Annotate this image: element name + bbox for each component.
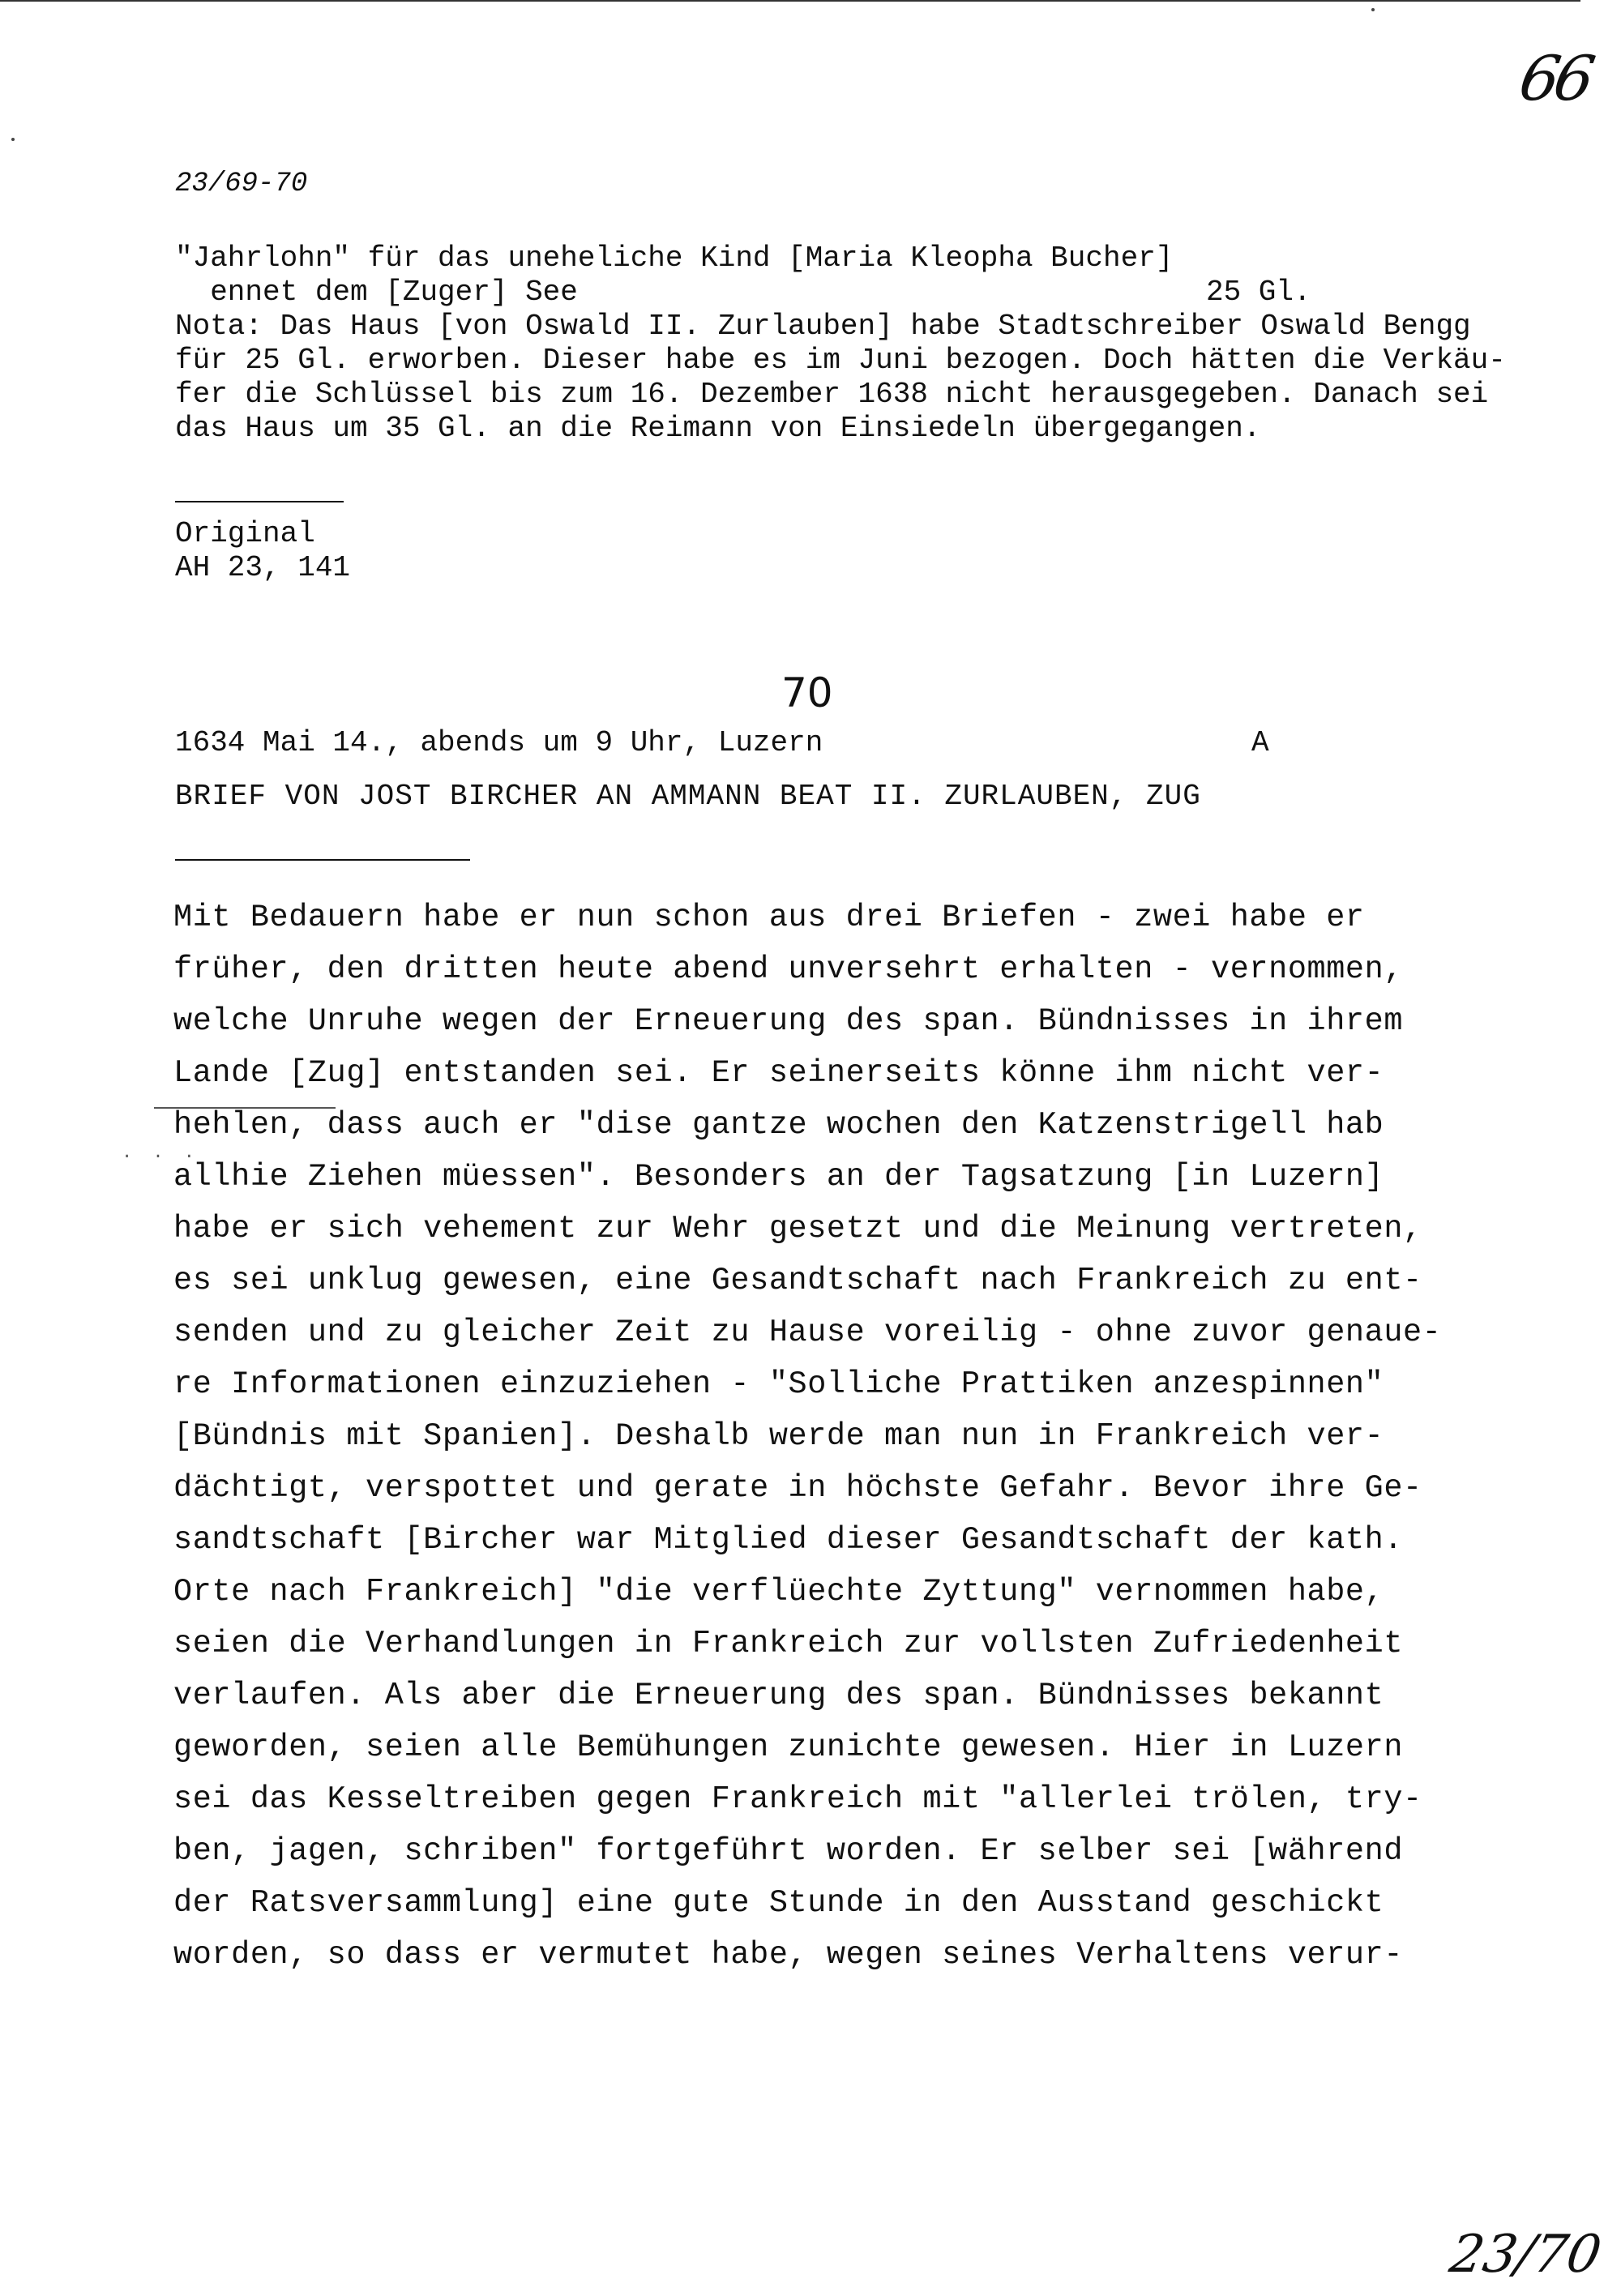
body-line: seien die Verhandlungen in Frankreich zur vollsten Zufriedenheit (173, 1626, 1404, 1661)
entry-69-line-1: "Jahrlohn" für das uneheliche Kind [Maria Kleopha Bucher] (175, 242, 1174, 275)
body-line: es sei unklug gewesen, eine Gesandtschaft nach Frankreich zu ent- (173, 1263, 1422, 1298)
body-line: re Informationen einzuziehen - "Solliche Prattiken anzespinnen" (173, 1366, 1384, 1402)
body-line: ben, jagen, schriben" fortgeführt worden. Er selber sei [während (173, 1833, 1404, 1869)
scan-top-edge (0, 0, 1580, 2)
body-line: dächtigt, verspottet und gerate in höchste Gefahr. Bevor ihre Ge- (173, 1470, 1422, 1506)
document-number: 70 (781, 669, 833, 716)
body-line: sandtschaft [Bircher war Mitglied dieser Gesandtschaft der kath. (173, 1522, 1404, 1558)
body-line: senden und zu gleicher Zeit zu Hause voreilig - ohne zuvor genaue- (173, 1315, 1442, 1350)
source-reference: AH 23, 141 (175, 551, 351, 584)
entry-69-line-5: fer die Schlüssel bis zum 16. Dezember 1638 nicht herausgegeben. Danach sei (175, 378, 1489, 411)
handwritten-page-number: 66 (1514, 42, 1596, 114)
document-date-place: 1634 Mai 14., abends um 9 Uhr, Luzern (175, 726, 823, 759)
document-title: BRIEF VON JOST BIRCHER AN AMMANN BEAT II. ZURLAUBEN, ZUG (175, 780, 1201, 813)
entry-69-amount: 25 Gl. (1206, 276, 1311, 309)
body-line: Orte nach Frankreich] "die verflüechte Zyttung" vernommen habe, (173, 1574, 1384, 1610)
entry-69-line-2: ennet dem [Zuger] See (175, 276, 578, 309)
body-line: verlaufen. Als aber die Erneuerung des span. Bündnisses bekannt (173, 1678, 1384, 1713)
body-line: hehlen, dass auch er "dise gantze wochen den Katzenstrigell hab (173, 1107, 1384, 1143)
title-divider (175, 859, 470, 861)
body-line: welche Unruhe wegen der Erneuerung des span. Bündnisses in ihrem (173, 1003, 1404, 1039)
handwritten-corner-reference: 23/70 (1445, 2225, 1606, 2285)
body-line: habe er sich vehement zur Wehr gesetzt und die Meinung vertreten, (173, 1211, 1422, 1246)
body-line: Lande [Zug] entstanden sei. Er seinerseits könne ihm nicht ver- (173, 1055, 1384, 1091)
section-divider (175, 501, 344, 502)
reference-code: 23/69-70 (175, 169, 308, 199)
body-line: der Ratsversammlung] eine gute Stunde in den Ausstand geschickt (173, 1885, 1384, 1921)
body-line: geworden, seien alle Bemühungen zunichte gewesen. Hier in Luzern (173, 1729, 1404, 1765)
margin-pencil-dots: . . . (122, 1143, 200, 1163)
body-line: allhie Ziehen müessen". Besonders an der Tagsatzung [in Luzern] (173, 1159, 1384, 1195)
entry-69-line-4: für 25 Gl. erworben. Dieser habe es im Juni bezogen. Doch hätten die Verkäu- (175, 344, 1506, 377)
body-line: sei das Kesseltreiben gegen Frankreich mit "allerlei trölen, try- (173, 1781, 1422, 1817)
scan-speck (11, 138, 15, 141)
body-line: worden, so dass er vermutet habe, wegen seines Verhaltens verur- (173, 1937, 1404, 1973)
entry-69-line-3: Nota: Das Haus [von Oswald II. Zurlauben] habe Stadtschreiber Oswald Bengg (175, 310, 1471, 343)
scan-speck (1371, 8, 1375, 11)
body-line: Mit Bedauern habe er nun schon aus drei Briefen - zwei habe er (173, 900, 1365, 935)
body-line: [Bündnis mit Spanien]. Deshalb werde man nun in Frankreich ver- (173, 1418, 1384, 1454)
body-line: früher, den dritten heute abend unversehrt erhalten - vernommen, (173, 951, 1404, 987)
entry-69-line-6: das Haus um 35 Gl. an die Reimann von Einsiedeln übergegangen. (175, 412, 1261, 445)
document-type: A (1251, 726, 1269, 759)
source-label: Original (175, 517, 315, 550)
